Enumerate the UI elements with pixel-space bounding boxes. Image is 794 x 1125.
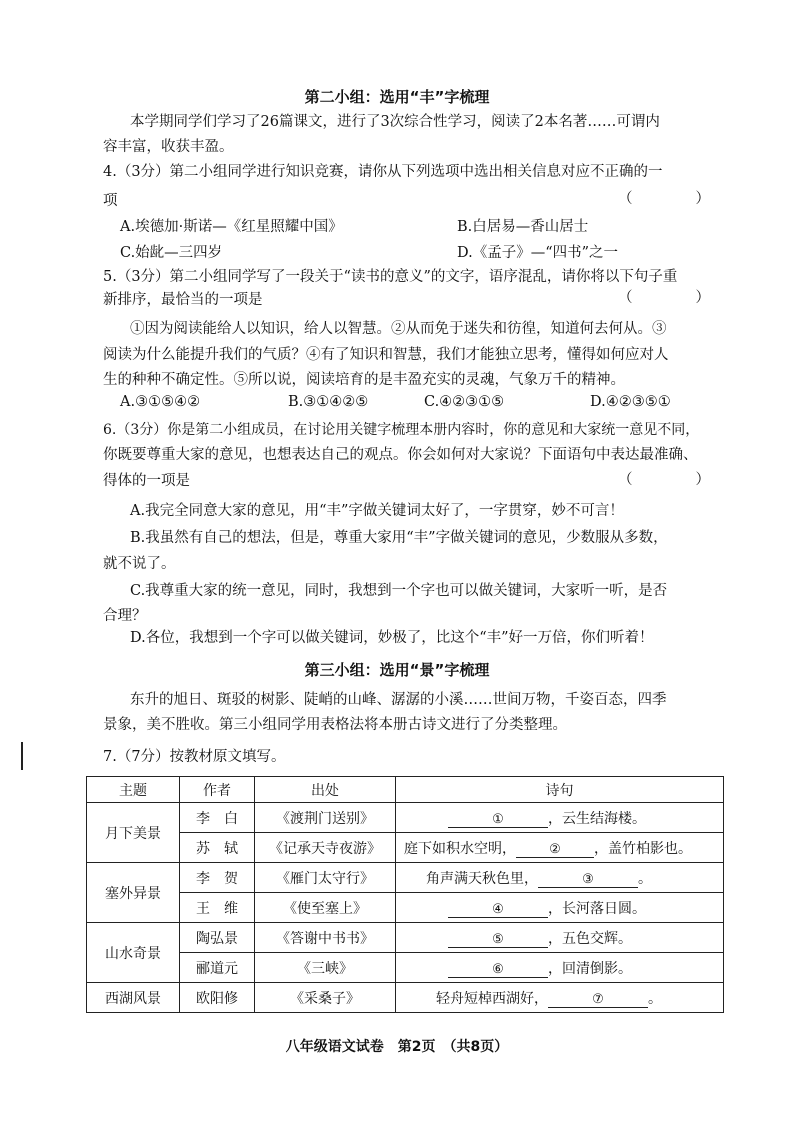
q4-option-c[interactable]: C.始龀—三四岁 [120,245,223,261]
q4-options-row2 [120,241,734,262]
q4-options-row1 [120,215,734,236]
q5-passage-line3: 生的种种不确定性。⑤所以说，阅读培育的是丰盈充实的灵魂，气象万千的精神。 [103,372,625,388]
theme-cell: 月下美景 [87,803,180,863]
q6-stem-line3: 得体的一项是 [103,473,190,489]
verse-cell: ⑤ ，五色交辉。 [396,923,724,953]
table-header-row [87,777,724,803]
q5-option-d[interactable]: D.④②③⑤① [590,394,671,410]
q5-stem-line1: 5.（3分）第二小组同学写了一段关于“读书的意义”的文字，语序混乱，请你将以下句子重 [103,269,678,285]
verse-cell: 庭下如积水空明， ② ，盖竹柏影也。 [396,833,724,863]
q5-option-c[interactable]: C.④②③①⑤ [424,394,505,410]
header-source: 出处 [255,777,396,803]
section2-intro-line1: 本学期同学们学习了26篇课文，进行了3次综合性学习，阅读了2本名著……可谓内 [130,114,660,130]
section3-intro-line1: 东升的旭日、斑驳的树影、陡峭的山峰、潺潺的小溪……世间万物，千姿百态，四季 [130,692,667,708]
answer-blank-5[interactable]: ⑤ [448,932,548,948]
q5-options [120,394,734,410]
header-verse: 诗句 [396,777,724,803]
verse-cell: ① ，云生结海楼。 [396,803,724,833]
answer-blank-3[interactable]: ③ [538,872,638,888]
table-row [87,953,724,983]
verse-cell: ④ ，长河落日圆。 [396,893,724,923]
table-row [87,803,724,833]
q6-option-d[interactable]: D.各位，我想到一个字可以做关键词，妙极了，比这个“丰”好一万倍，你们听着！ [130,630,654,646]
source-cell: 《雁门太守行》 [255,863,396,893]
q6-option-b-line2[interactable]: 就不说了。 [103,556,176,572]
author-cell: 陶弘景 [180,923,255,953]
source-cell: 《使至塞上》 [255,893,396,923]
q5-stem-line2: 新排序，最恰当的一项是 [103,292,263,308]
source-cell: 《答谢中书书》 [255,923,396,953]
q4-option-d[interactable]: D.《孟子》—“四书”之一 [457,245,619,261]
q5-passage-line1: ①因为阅读能给人以知识，给人以智慧。②从而免于迷失和彷徨，知道何去何从。③ [130,321,667,337]
theme-cell: 塞外异景 [87,863,180,923]
source-cell: 《记承天寺夜游》 [255,833,396,863]
table-row [87,863,724,893]
author-cell: 郦道元 [180,953,255,983]
section3-intro-line2: 景象，美不胜收。第三小组同学用表格法将本册古诗文进行了分类整理。 [103,717,567,733]
author-cell: 李 贺 [180,863,255,893]
answer-blank-7[interactable]: ⑦ [548,992,648,1008]
q7-stem: 7.（7分）按教材原文填写。 [103,749,286,765]
q4-option-a[interactable]: A.埃德加·斯诺—《红星照耀中国》 [120,219,343,235]
q5-option-a[interactable]: A.③①⑤④② [120,394,201,410]
section2-title: 第二小组：选用“丰”字梳理 [304,88,490,106]
verse-cell: ⑥ ，回清倒影。 [396,953,724,983]
q4-stem-line2: 项 [103,193,118,209]
table-row [87,983,724,1013]
author-cell: 王 维 [180,893,255,923]
verse-cell: 轻舟短棹西湖好， ⑦ 。 [396,983,724,1013]
q4-option-b[interactable]: B.白居易—香山居士 [457,219,589,235]
author-cell: 欧阳修 [180,983,255,1013]
q4-answer-bracket[interactable]: （ ） [618,191,710,207]
table-row [87,893,724,923]
poem-table [86,776,724,1013]
answer-blank-4[interactable]: ④ [448,902,548,918]
page-footer: 八年级语文试卷 第2页 （共8页） [285,1039,509,1055]
source-cell: 《三峡》 [255,953,396,983]
author-cell: 苏 轼 [180,833,255,863]
source-cell: 《采桑子》 [255,983,396,1013]
q5-option-b[interactable]: B.③①④②⑤ [288,394,369,410]
q5-passage-line2: 阅读为什么能提升我们的气质？④有了知识和智慧，我们才能独立思考，懂得如何应对人 [103,347,669,363]
q6-stem-line2: 你既要尊重大家的意见，也想表达自己的观点。你会如何对大家说？下面语句中表达最准确、 [103,447,698,463]
answer-blank-6[interactable]: ⑥ [448,962,548,978]
q6-option-a[interactable]: A.我完全同意大家的意见，用“丰”字做关键词太好了，一字贯穿，妙不可言！ [130,503,624,519]
q6-option-c-line2[interactable]: 合理？ [103,608,147,624]
q6-stem-line1: 6.（3分）你是第二小组成员，在讨论用关键字梳理本册内容时，你的意见和大家统一意见不同， [103,422,700,438]
q6-option-b-line1[interactable]: B.我虽然有自己的想法，但是，尊重大家用“丰”字做关键词的意见，少数服从多数， [130,530,668,546]
q5-answer-bracket[interactable]: （ ） [618,290,710,306]
q6-option-c-line1[interactable]: C.我尊重大家的统一意见，同时，我想到一个字也可以做关键词，大家听一听，是否 [130,583,668,599]
theme-cell: 山水奇景 [87,923,180,983]
theme-cell: 西湖风景 [87,983,180,1013]
answer-blank-2[interactable]: ② [516,842,594,858]
verse-cell: 角声满天秋色里， ③ 。 [396,863,724,893]
header-author: 作者 [180,777,255,803]
source-cell: 《渡荆门送别》 [255,803,396,833]
table-row [87,833,724,863]
section3-title: 第三小组：选用“景”字梳理 [304,661,490,679]
section2-intro-line2: 容丰富，收获丰盈。 [103,139,234,155]
answer-blank-1[interactable]: ① [448,812,548,828]
table-row [87,923,724,953]
author-cell: 李 白 [180,803,255,833]
header-theme: 主题 [87,777,180,803]
q4-stem-line1: 4.（3分）第二小组同学进行知识竞赛，请你从下列选项中选出相关信息对应不正确的一 [103,164,663,180]
margin-mark [21,742,23,770]
q6-answer-bracket[interactable]: （ ） [618,472,710,488]
